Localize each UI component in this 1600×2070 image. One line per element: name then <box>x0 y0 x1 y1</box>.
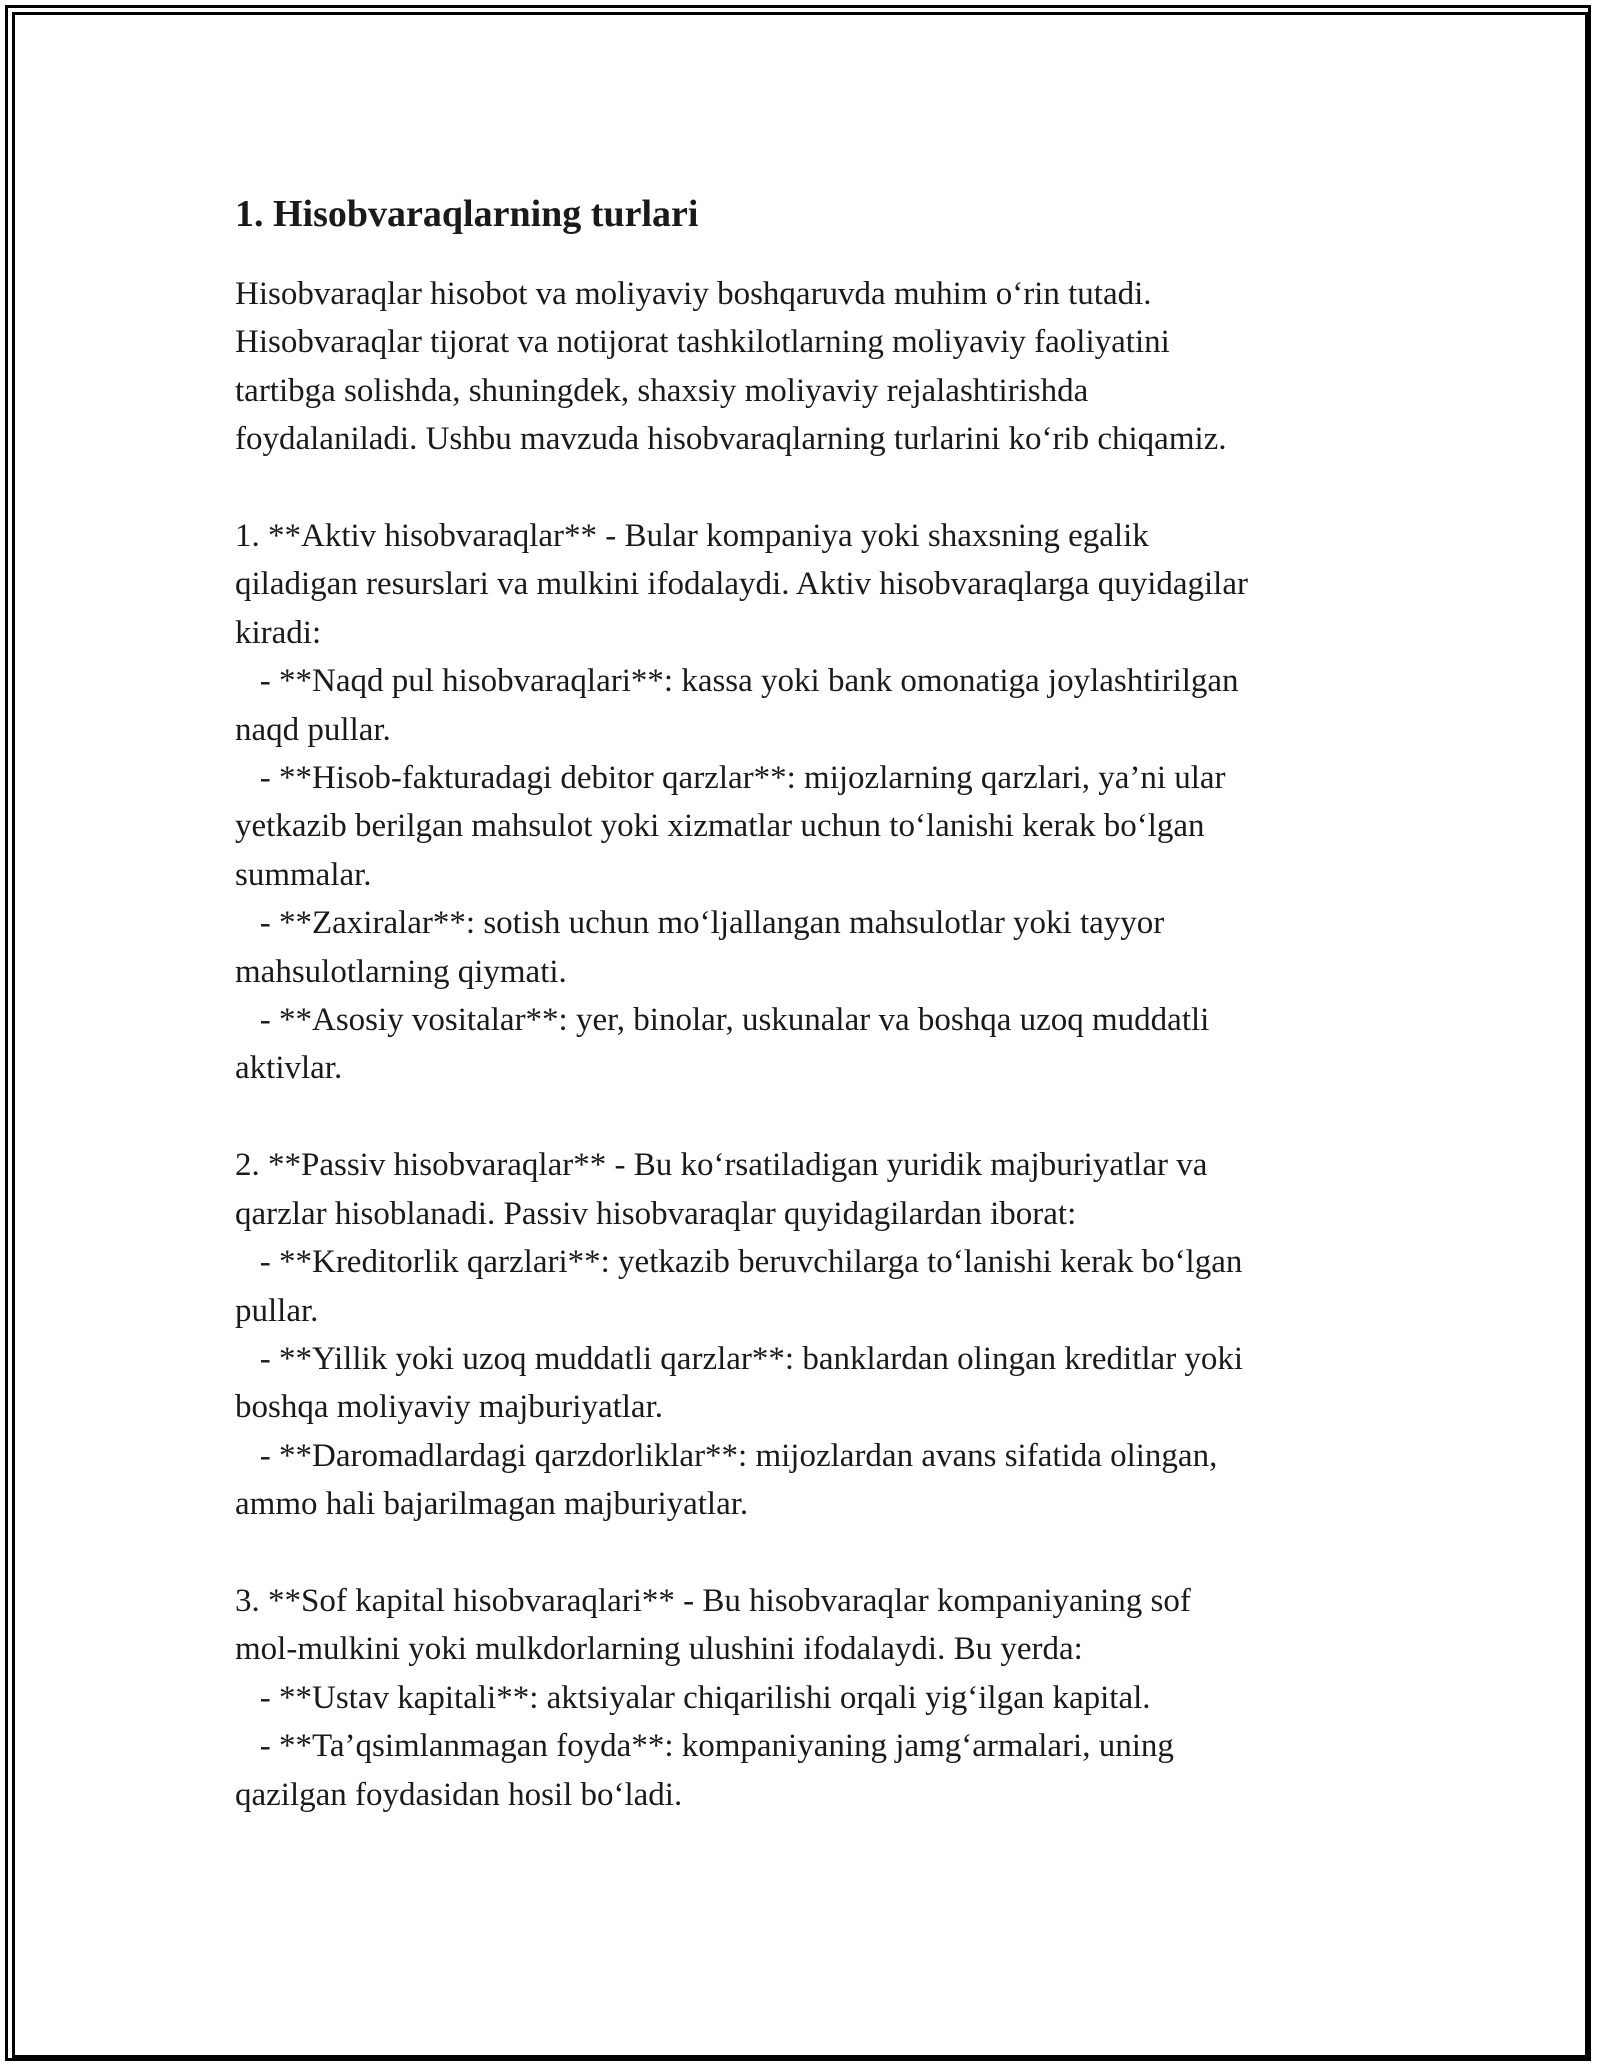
text-line: qiladigan resurslari va mulkini ifodalaydi. Aktiv hisobvaraqlarga quyidagilar <box>235 566 1248 603</box>
text-line: kiradi: <box>235 614 322 651</box>
text-line: - **Ta’qsimlanmagan foyda**: kompaniyaning jamg‘armalari, uning <box>235 1728 1174 1765</box>
text-line: 1. **Aktiv hisobvaraqlar** - Bular kompaniya yoki shaxsning egalik <box>235 518 1149 555</box>
text-line: qazilgan foydasidan hosil bo‘ladi. <box>235 1776 683 1813</box>
text-line: - **Zaxiralar**: sotish uchun mo‘ljallangan mahsulotlar yoki tayyor <box>235 905 1165 942</box>
text-line: - **Daromadlardagi qarzdorliklar**: mijozlardan avans sifatida olingan, <box>235 1437 1218 1474</box>
text-line: pullar. <box>235 1292 319 1329</box>
text-line: summalar. <box>235 856 372 893</box>
text-line: mol-mulkini yoki mulkdorlarning ulushini ifodalaydi. Bu yerda: <box>235 1631 1083 1668</box>
text-line: Hisobvaraqlar tijorat va notijorat tashkilotlarning moliyaviy faoliyatini <box>235 324 1170 361</box>
text-line: aktivlar. <box>235 1050 343 1087</box>
text-line: - **Ustav kapitali**: aktsiyalar chiqarilishi orqali yig‘ilgan kapital. <box>235 1679 1151 1716</box>
text-line: - **Asosiy vositalar**: yer, binolar, uskunalar va boshqa uzoq muddatli <box>235 1002 1210 1039</box>
text-line: - **Kreditorlik qarzlari**: yetkazib beruvchilarga to‘lanishi kerak bo‘lgan <box>235 1244 1243 1281</box>
document-body <box>235 188 1375 1819</box>
text-line: yetkazib berilgan mahsulot yoki xizmatlar uchun to‘lanishi kerak bo‘lgan <box>235 808 1205 845</box>
text-line: ammo hali bajarilmagan majburiyatlar. <box>235 1486 749 1523</box>
blank-line <box>235 464 1375 512</box>
text-line: qarzlar hisoblanadi. Passiv hisobvaraqlar quyidagilardan iborat: <box>235 1195 1077 1232</box>
text-line: tartibga solishda, shuningdek, shaxsiy moliyaviy rejalashtirishda <box>235 372 1089 409</box>
document-text <box>235 270 1375 1819</box>
text-line: naqd pullar. <box>235 711 391 748</box>
text-line: - **Hisob-fakturadagi debitor qarzlar**: mijozlarning qarzlari, ya’ni ular <box>235 760 1226 797</box>
text-line: - **Naqd pul hisobvaraqlari**: kassa yoki bank omonatiga joylashtirilgan <box>235 663 1239 700</box>
text-line: - **Yillik yoki uzoq muddatli qarzlar**: banklardan olingan kreditlar yoki <box>235 1340 1244 1377</box>
text-line: foydalaniladi. Ushbu mavzuda hisobvaraqlarning turlarini ko‘rib chiqamiz. <box>235 421 1227 458</box>
text-line: 2. **Passiv hisobvaraqlar** - Bu ko‘rsatiladigan yuridik majburiyatlar va <box>235 1147 1208 1184</box>
document-title: 1. Hisobvaraqlarning turlari <box>235 193 699 235</box>
text-line: Hisobvaraqlar hisobot va moliyaviy boshqaruvda muhim o‘rin tutadi. <box>235 276 1152 312</box>
text-line: mahsulotlarning qiymati. <box>235 953 567 990</box>
blank-line <box>235 1529 1375 1577</box>
blank-line <box>235 1093 1375 1141</box>
text-line: 3. **Sof kapital hisobvaraqlari** - Bu hisobvaraqlar kompaniyaning sof <box>235 1582 1191 1619</box>
text-line: boshqa moliyaviy majburiyatlar. <box>235 1389 664 1426</box>
